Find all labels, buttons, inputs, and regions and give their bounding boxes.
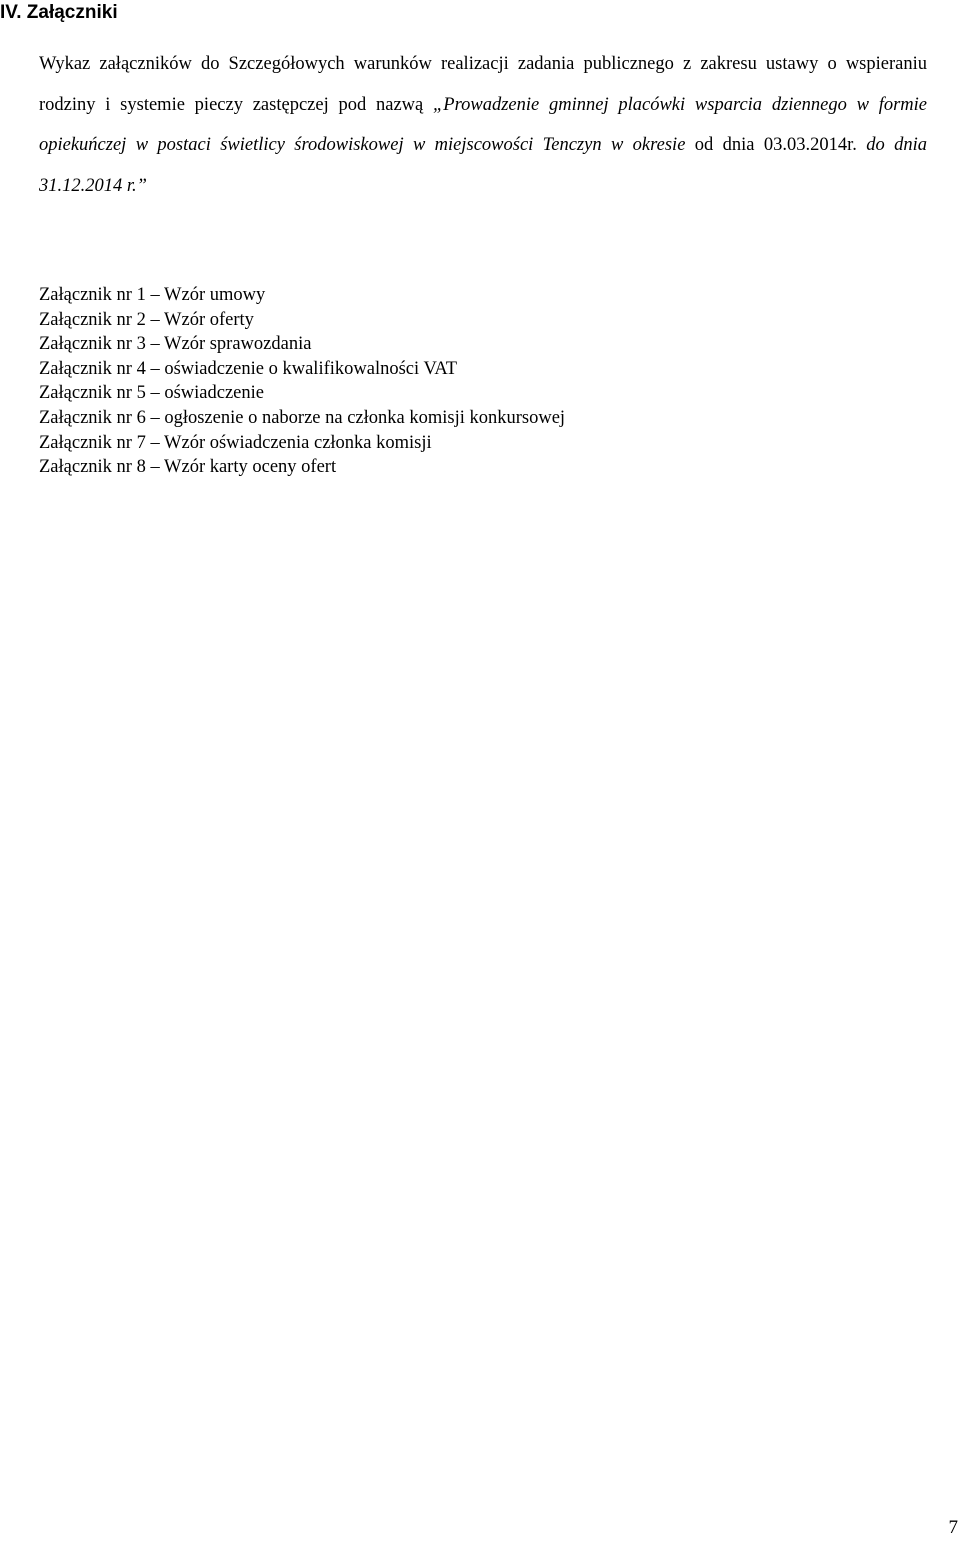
- list-item: [39, 455, 565, 480]
- attachment-description: Wzór umowy: [164, 285, 266, 305]
- dash: –: [150, 457, 160, 478]
- intro-text: Wykaz załączników do Szczegółowych warunków realizacji zadania publicznego z zakresu ustawy o wspieraniu rodziny i systemie pieczy zastępczej pod nazwą: [39, 54, 927, 115]
- intro-paragraph: [39, 44, 927, 206]
- list-item: [39, 308, 565, 333]
- attachment-description: Wzór oświadczenia członka komisji: [164, 432, 432, 453]
- list-item: [39, 283, 565, 308]
- list-item: [39, 431, 565, 456]
- attachment-description: oświadczenie o kwalifikowalności VAT: [164, 358, 458, 379]
- attachment-description: oświadczenie: [164, 383, 264, 404]
- section-title: Załączniki: [26, 2, 118, 23]
- section-heading: [0, 1, 118, 25]
- list-item: [39, 406, 565, 431]
- period-start: od dnia 03.03.2014r.: [685, 135, 867, 155]
- task-name: „Prowadzenie gminnej placówki wsparcia dziennego w formie opiekuńczej w postaci świetlicy środowiskowej w miejscowości Tenczyn w okresie: [39, 94, 928, 155]
- attachment-label: Załącznik nr 7: [39, 432, 146, 453]
- attachments-list: [39, 283, 565, 480]
- dash: –: [150, 407, 160, 428]
- attachment-description: Wzór karty oceny ofert: [164, 457, 337, 478]
- attachment-label: Załącznik nr 8: [39, 457, 146, 478]
- dash: –: [150, 285, 160, 305]
- period-end: do dnia 31.12.2014 r.”: [39, 135, 927, 196]
- attachment-label: Załącznik nr 3: [39, 334, 146, 355]
- attachment-label: Załącznik nr 1: [39, 285, 146, 305]
- attachment-label: Załącznik nr 2: [39, 309, 146, 330]
- list-item: [39, 381, 565, 406]
- list-item: [39, 332, 565, 357]
- attachment-description: ogłoszenie o naborze na członka komisji konkursowej: [164, 407, 566, 428]
- attachment-description: Wzór oferty: [164, 309, 254, 330]
- dash: –: [150, 432, 160, 453]
- page-number: 7: [948, 1517, 958, 1538]
- attachment-label: Załącznik nr 4: [39, 358, 146, 379]
- attachment-label: Załącznik nr 6: [39, 407, 146, 428]
- dash: –: [150, 334, 160, 355]
- list-item: [39, 357, 565, 382]
- dash: –: [150, 383, 160, 404]
- section-number: IV.: [0, 2, 22, 23]
- attachment-description: Wzór sprawozdania: [164, 334, 312, 355]
- attachment-label: Załącznik nr 5: [39, 383, 146, 404]
- dash: –: [150, 309, 160, 330]
- dash: –: [150, 358, 160, 379]
